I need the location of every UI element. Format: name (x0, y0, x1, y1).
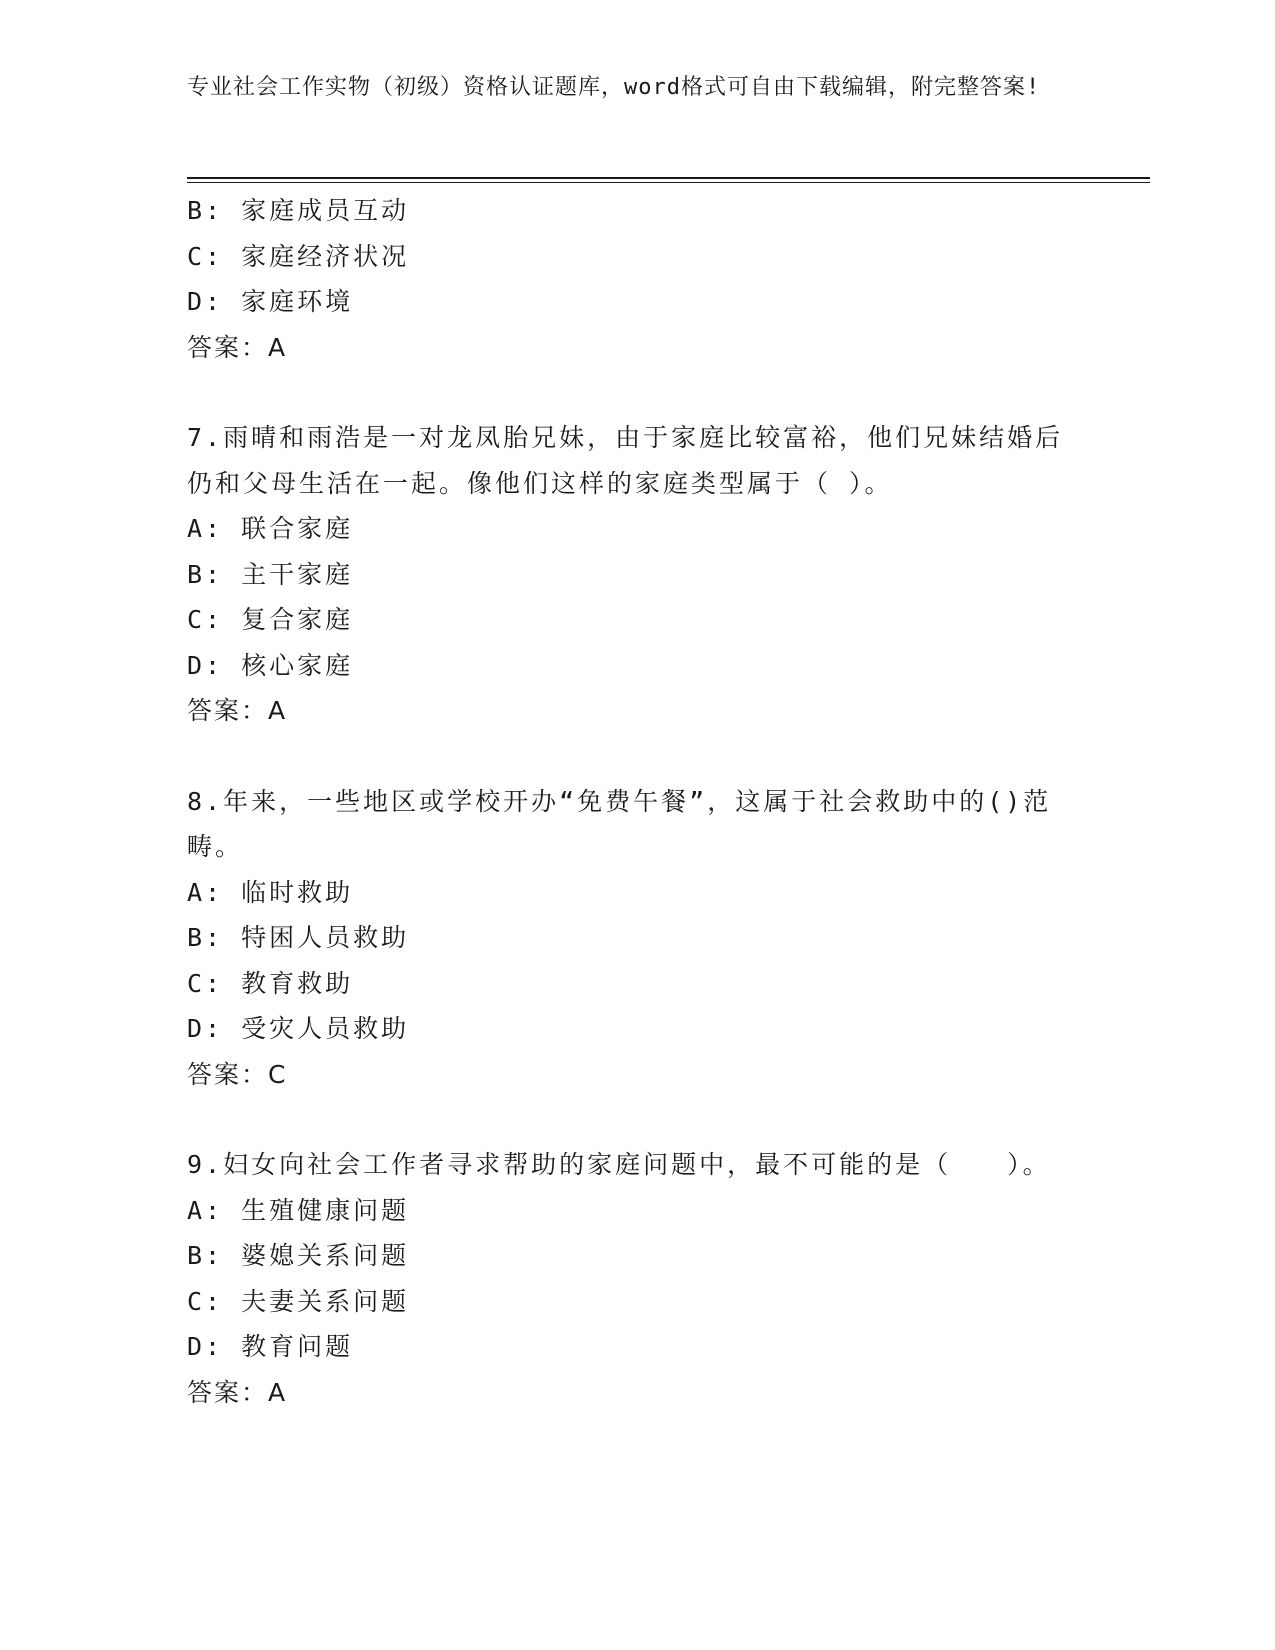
option-d: D: 受灾人员救助 (187, 1014, 410, 1043)
spacer (187, 1097, 1087, 1142)
option-c: C: 夫妻关系问题 (187, 1286, 410, 1316)
option-a: A: 临时救助 (187, 877, 354, 907)
option-d: D: 核心家庭 (187, 650, 354, 680)
page-header: 专业社会工作实物（初级）资格认证题库，word格式可自由下载编辑，附完整答案! (187, 75, 1041, 100)
answer-line: 答案：A (187, 1377, 288, 1407)
spacer (187, 370, 1087, 415)
option-b: B: 主干家庭 (187, 559, 354, 589)
option-c: C: 家庭经济状况 (187, 241, 410, 271)
header-rule-thick (187, 177, 1150, 179)
option-c: C: 教育救助 (187, 968, 354, 998)
question-content (187, 188, 1087, 1415)
question-text: 9.妇女向社会工作者寻求帮助的家庭问题中，最不可能的是（ ）。 (187, 1150, 1051, 1179)
answer-line: 答案：A (187, 332, 288, 362)
option-b: B: 特困人员救助 (187, 923, 410, 952)
question-8 (187, 779, 1087, 1098)
header-rule-thin (187, 182, 1150, 183)
option-d: D: 教育问题 (187, 1332, 354, 1361)
answer-line: 答案：A (187, 696, 288, 725)
answer-line: 答案：C (187, 1059, 288, 1089)
option-a: A: 联合家庭 (187, 514, 354, 543)
question-text: 7.雨晴和雨浩是一对龙凤胎兄妹，由于家庭比较富裕，他们兄妹结婚后仍和父母生活在一起。像他们这样的家庭类型属于（ ）。 (187, 423, 1064, 498)
option-d: D: 家庭环境 (187, 287, 354, 316)
continued-question (187, 188, 1087, 370)
question-text: 8.年来，一些地区或学校开办“免费午餐”，这属于社会救助中的()范畴。 (187, 786, 1052, 861)
option-c: C: 复合家庭 (187, 605, 354, 634)
question-9 (187, 1142, 1087, 1415)
question-7 (187, 415, 1087, 734)
option-a: A: 生殖健康问题 (187, 1195, 410, 1225)
spacer (187, 734, 1087, 779)
option-b: B: 家庭成员互动 (187, 196, 410, 225)
option-b: B: 婆媳关系问题 (187, 1241, 410, 1270)
